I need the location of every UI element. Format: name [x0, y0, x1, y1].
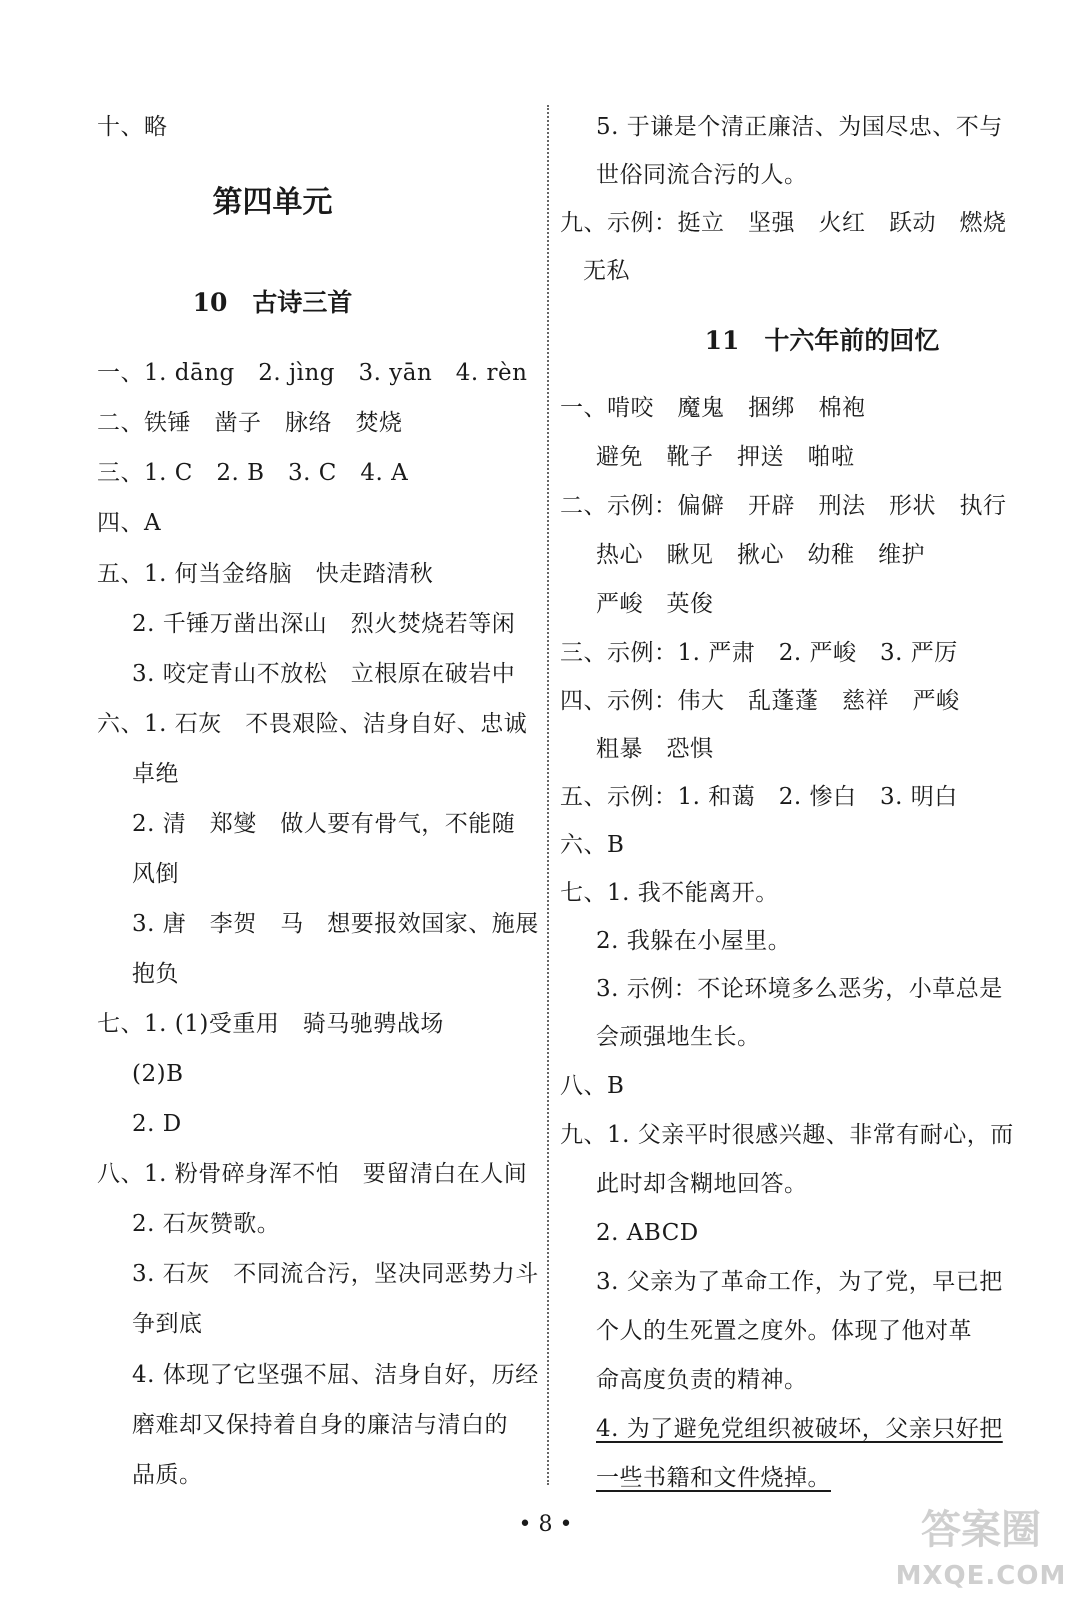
- answer-line: 九、1. 父亲平时很感兴趣、非常有耐心，而: [560, 1122, 1014, 1148]
- page-number: • 8 •: [518, 1512, 573, 1537]
- answer-line: 二、示例：偏僻 开辟 刑法 形状 执行: [560, 493, 1007, 519]
- answer-line: 四、示例：伟大 乱蓬蓬 慈祥 严峻: [560, 688, 960, 714]
- lesson-title-11: 11 十六年前的回忆: [704, 326, 940, 355]
- answer-line: 八、1. 粉骨碎身浑不怕 要留清白在人间: [97, 1161, 528, 1187]
- answer-line: 2. 石灰赞歌。: [132, 1211, 281, 1237]
- answer-line: 九、示例：挺立 坚强 火红 跃动 燃烧: [560, 210, 1007, 236]
- answer-line: (2)B: [132, 1061, 184, 1087]
- answer-line: 此时却含糊地回答。: [596, 1171, 808, 1197]
- answer-line: 五、1. 何当金络脑 快走踏清秋: [97, 561, 434, 587]
- section-ten: 十、略: [97, 114, 168, 140]
- answer-line: 七、1. 我不能离开。: [560, 880, 779, 906]
- answer-line: 三、示例：1. 严肃 2. 严峻 3. 严厉: [560, 640, 958, 666]
- underlined-answer-line: 一些书籍和文件烧掉。: [596, 1465, 831, 1491]
- answer-line: 抱负: [132, 961, 179, 987]
- watermark-logo: [891, 1505, 1071, 1595]
- answer-line: 会顽强地生长。: [596, 1024, 761, 1050]
- underlined-answer-line: 4. 为了避免党组织被破坏，父亲只好把: [596, 1416, 1003, 1442]
- watermark-text-bottom: MXQE.COM: [895, 1561, 1067, 1591]
- answer-line: 七、1. (1)受重用 骑马驰骋战场: [97, 1011, 444, 1037]
- answer-line: 粗暴 恐惧: [596, 736, 714, 762]
- answer-line: 5. 于谦是个清正廉洁、为国尽忠、不与: [596, 114, 1003, 140]
- watermark-text-top: 答案圈: [921, 1507, 1041, 1553]
- answer-line: 2. D: [132, 1111, 182, 1137]
- answer-line: 六、1. 石灰 不畏艰险、洁身自好、忠诚: [97, 711, 528, 737]
- answer-line: 四、A: [97, 510, 162, 536]
- answer-line: 严峻 英俊: [596, 591, 714, 617]
- answer-line: 二、铁锤 凿子 脉络 焚烧: [97, 410, 403, 436]
- answer-line: 3. 唐 李贺 马 想要报效国家、施展: [132, 911, 539, 937]
- answer-line: 命高度负责的精神。: [596, 1367, 808, 1393]
- answer-line: 三、1. C 2. B 3. C 4. A: [97, 460, 409, 486]
- answer-line: 磨难却又保持着自身的廉洁与清白的: [132, 1412, 508, 1438]
- answer-line: 避免 靴子 押送 啪啦: [596, 444, 855, 470]
- answer-line: 个人的生死置之度外。体现了他对革: [596, 1318, 972, 1344]
- column-divider: [547, 105, 549, 1485]
- answer-line: 一、啃咬 魔鬼 捆绑 棉袍: [560, 395, 866, 421]
- answer-line: 3. 示例：不论环境多么恶劣，小草总是: [596, 976, 1003, 1002]
- answer-line: 卓绝: [132, 761, 179, 787]
- answer-line: 2. 千锤万凿出深山 烈火焚烧若等闲: [132, 611, 516, 637]
- unit-title: 第四单元: [212, 185, 333, 220]
- answer-line: 3. 石灰 不同流合污，坚决同恶势力斗: [132, 1261, 539, 1287]
- answer-line: 争到底: [132, 1311, 203, 1337]
- answer-line: 4. 体现了它坚强不屈、洁身自好，历经: [132, 1362, 539, 1388]
- answer-line: 热心 瞅见 揪心 幼稚 维护: [596, 542, 925, 568]
- answer-line: 五、示例：1. 和蔼 2. 惨白 3. 明白: [560, 784, 958, 810]
- answer-line: 世俗同流合污的人。: [596, 162, 808, 188]
- answer-line: 2. 我躲在小屋里。: [596, 928, 792, 954]
- answer-line: 风倒: [132, 861, 179, 887]
- answer-line: 一、1. dāng 2. jìng 3. yān 4. rèn: [97, 360, 528, 386]
- answer-line: 八、B: [560, 1073, 625, 1099]
- answer-line: 品质。: [132, 1462, 203, 1488]
- answer-line: 2. 清 郑燮 做人要有骨气，不能随: [132, 811, 516, 837]
- answer-line: 无私: [583, 258, 630, 284]
- answer-line: 2. ABCD: [596, 1220, 699, 1246]
- answer-line: 3. 父亲为了革命工作，为了党，早已把: [596, 1269, 1003, 1295]
- answer-line: 3. 咬定青山不放松 立根原在破岩中: [132, 661, 516, 687]
- answer-line: 六、B: [560, 832, 625, 858]
- lesson-title-10: 10 古诗三首: [192, 288, 353, 317]
